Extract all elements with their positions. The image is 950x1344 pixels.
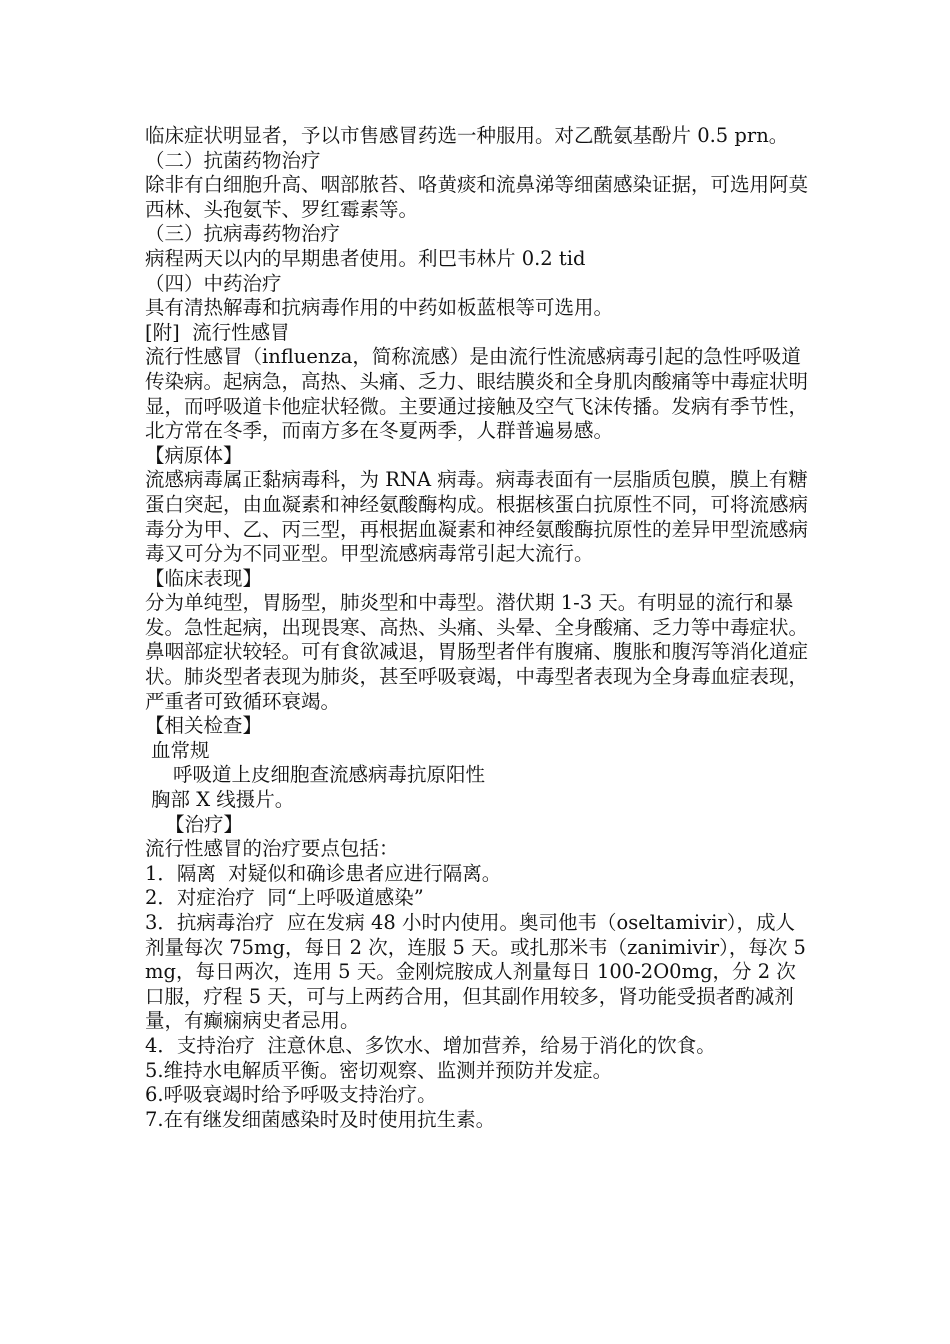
treatment-item-respiratory-support: 6.呼吸衰竭时给予呼吸支持治疗。: [145, 1083, 437, 1107]
paragraph-treatment-intro: 流行性感冒的治疗要点包括：: [145, 837, 399, 861]
heading-tcm: （四）中药治疗: [145, 271, 282, 295]
paragraph-tcm: 具有清热解毒和抗病毒作用的中药如板蓝根等可选用。: [145, 296, 614, 320]
heading-appendix-influenza: [附] 流行性感冒: [145, 320, 290, 344]
treatment-item-antibiotics: 7.在有继发细菌感染时及时使用抗生素。: [145, 1107, 496, 1131]
paragraph-antiviral: 病程两天以内的早期患者使用。利巴韦林片 0.2 tid: [145, 246, 586, 270]
treatment-item-symptomatic: 2．对症治疗 同“上呼吸道感染”: [145, 886, 424, 910]
heading-treatment: 【治疗】: [165, 812, 244, 836]
heading-clinical-manifestations: 【临床表现】: [145, 566, 263, 590]
test-item-chest-xray: 胸部 X 线摄片。: [151, 788, 295, 812]
treatment-item-electrolyte: 5.维持水电解质平衡。密切观察、监测并预防并发症。: [145, 1058, 613, 1082]
paragraph-antibacterial: 除非有白细胞升高、咽部脓苔、咯黄痰和流鼻涕等细菌感染证据，可选用阿莫西林、头孢氨苄、罗红霉素等。: [145, 173, 809, 221]
heading-antibacterial: （二）抗菌药物治疗: [145, 148, 321, 172]
treatment-item-supportive: 4．支持治疗 注意休息、多饮水、增加营养，给易于消化的饮食。: [145, 1033, 716, 1057]
paragraph-symptomatic: 临床症状明显者，予以市售感冒药选一种服用。对乙酰氨基酚片 0.5 prn。: [145, 124, 789, 147]
document-body: [145, 124, 810, 1132]
treatment-item-antiviral: 3．抗病毒治疗 应在发病 48 小时内使用。奥司他韦（oseltamivir），成人剂量每次 75mg，每日 2 次，连服 5 天。或扎那米韦（zanimivir），每次 5mg，每日两次，连用 5 天。金刚烷胺成人剂量每日 100-2O0mg，分 2 次口服，疗程 5 天，可与上两药合用，但其副作用较多，肾功能受损者酌减剂量，有癫痫病史者忌用。: [145, 911, 806, 1033]
paragraph-pathogen: 流感病毒属正黏病毒科，为 RNA 病毒。病毒表面有一层脂质包膜，膜上有糖蛋白突起，由血凝素和神经氨酸酶构成。根据核蛋白抗原性不同，可将流感病毒分为甲、乙、丙三型，再根据血凝素和神经氨酸酶抗原性的差异甲型流感病毒又可分为不同亚型。甲型流感病毒常引起大流行。: [145, 468, 809, 566]
treatment-item-isolation: 1．隔离 对疑似和确诊患者应进行隔离。: [145, 861, 502, 885]
heading-antiviral: （三）抗病毒药物治疗: [145, 222, 341, 246]
paragraph-clinical-manifestations: 分为单纯型，胃肠型，肺炎型和中毒型。潜伏期 1-3 天。有明显的流行和暴发。急性起病，出现畏寒、高热、头痛、头晕、全身酸痛、乏力等中毒症状。鼻咽部症状较轻。可有食欲减退，胃肠型者伴有腹痛、腹胀和腹泻等消化道症状。肺炎型者表现为肺炎，甚至呼吸衰竭，中毒型者表现为全身毒血症表现，严重者可致循环衰竭。: [145, 591, 809, 713]
paragraph-influenza-overview: 流行性感冒（influenza，简称流感）是由流行性流感病毒引起的急性呼吸道传染病。起病急，高热、头痛、乏力、眼结膜炎和全身肌肉酸痛等中毒症状明显，而呼吸道卡他症状轻微。主要通过接触及空气飞沫传播。发病有季节性，北方常在冬季，而南方多在冬夏两季，人群普遍易感。: [145, 345, 809, 443]
heading-related-tests: 【相关检查】: [145, 714, 263, 738]
test-item-blood-routine: 血常规: [151, 738, 210, 762]
test-item-antigen: 呼吸道上皮细胞查流感病毒抗原阳性: [173, 763, 486, 787]
heading-pathogen: 【病原体】: [145, 443, 243, 467]
